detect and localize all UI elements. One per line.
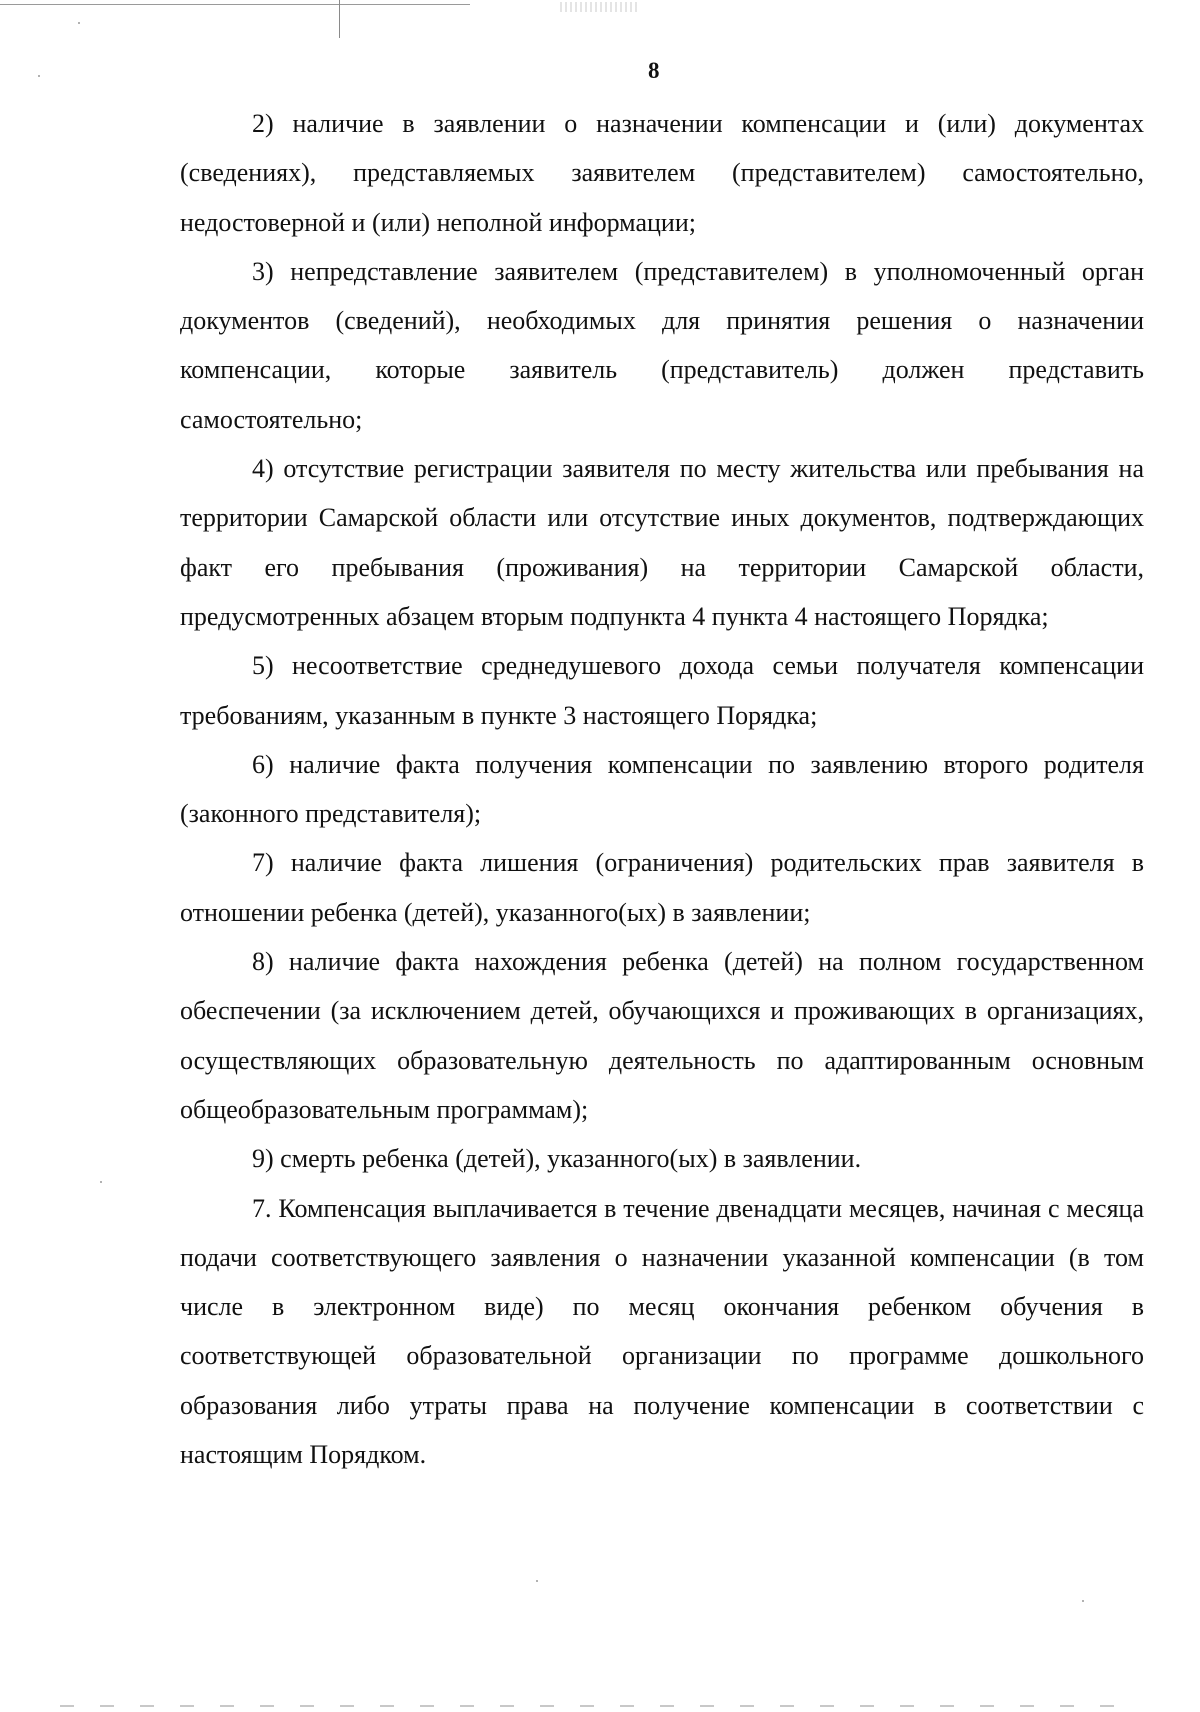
document-body <box>180 99 1144 1479</box>
paragraph-item-4: 4) отсутствие регистрации заявителя по месту жительства или пребывания на территории Самарской области или отсутствие иных документов, подтверждающих факт его пребывания (проживания) на территории Самарской области, предусмотренных абзацем вторым подпункта 4 пункта 4 настоящего Порядка; <box>180 454 1144 631</box>
paragraph-section-7: 7. Компенсация выплачивается в течение двенадцати месяцев, начиная с месяца подачи соответствующего заявления о назначении указанной компенсации (в том числе в электронном виде) по месяц окончания ребенком обучения в соответствующей образовательной организации по программе дошкольного образования либо утраты права на получение компенсации в соответствии с настоящим Порядком. <box>180 1193 1144 1470</box>
scan-artifact-top-tick <box>339 0 340 38</box>
scan-artifact-dot <box>536 1580 538 1582</box>
page-number: 8 <box>648 58 660 83</box>
paragraph-item-3: 3) непредставление заявителем (представителем) в уполномоченный орган документов (сведений), необходимых для принятия решения о назначении компенсации, которые заявитель (представитель) должен представить самостоятельно; <box>180 256 1144 434</box>
scan-artifact-dot <box>1082 1600 1084 1602</box>
scan-artifact-top-smudge <box>560 2 640 12</box>
paragraph-item-5: 5) несоответствие среднедушевого дохода семьи получателя компенсации требованиям, указанным в пункте 3 настоящего Порядка; <box>180 651 1144 730</box>
paragraph-item-8: 8) наличие факта нахождения ребенка (детей) на полном государственном обеспечении (за исключением детей, обучающихся и проживающих в организациях, осуществляющих образовательную деятельность по адаптированным основным общеобразовательным программам); <box>180 947 1144 1124</box>
scan-artifact-top-line <box>0 4 470 5</box>
scan-artifact-dot <box>100 1181 102 1183</box>
scan-artifact-dot <box>78 22 80 24</box>
paragraph-item-7: 7) наличие факта лишения (ограничения) родительских прав заявителя в отношении ребенка (детей), указанного(ых) в заявлении; <box>180 848 1144 927</box>
paragraph-item-2: 2) наличие в заявлении о назначении компенсации и (или) документах (сведениях), представляемых заявителем (представителем) самостоятельно, недостоверной и (или) неполной информации; <box>180 109 1144 237</box>
paragraph-item-9: 9) смерть ребенка (детей), указанного(ых) в заявлении. <box>252 1144 862 1174</box>
scan-artifact-bottom-line <box>60 1705 1140 1707</box>
paragraph-item-6: 6) наличие факта получения компенсации по заявлению второго родителя (законного представителя); <box>180 749 1144 829</box>
